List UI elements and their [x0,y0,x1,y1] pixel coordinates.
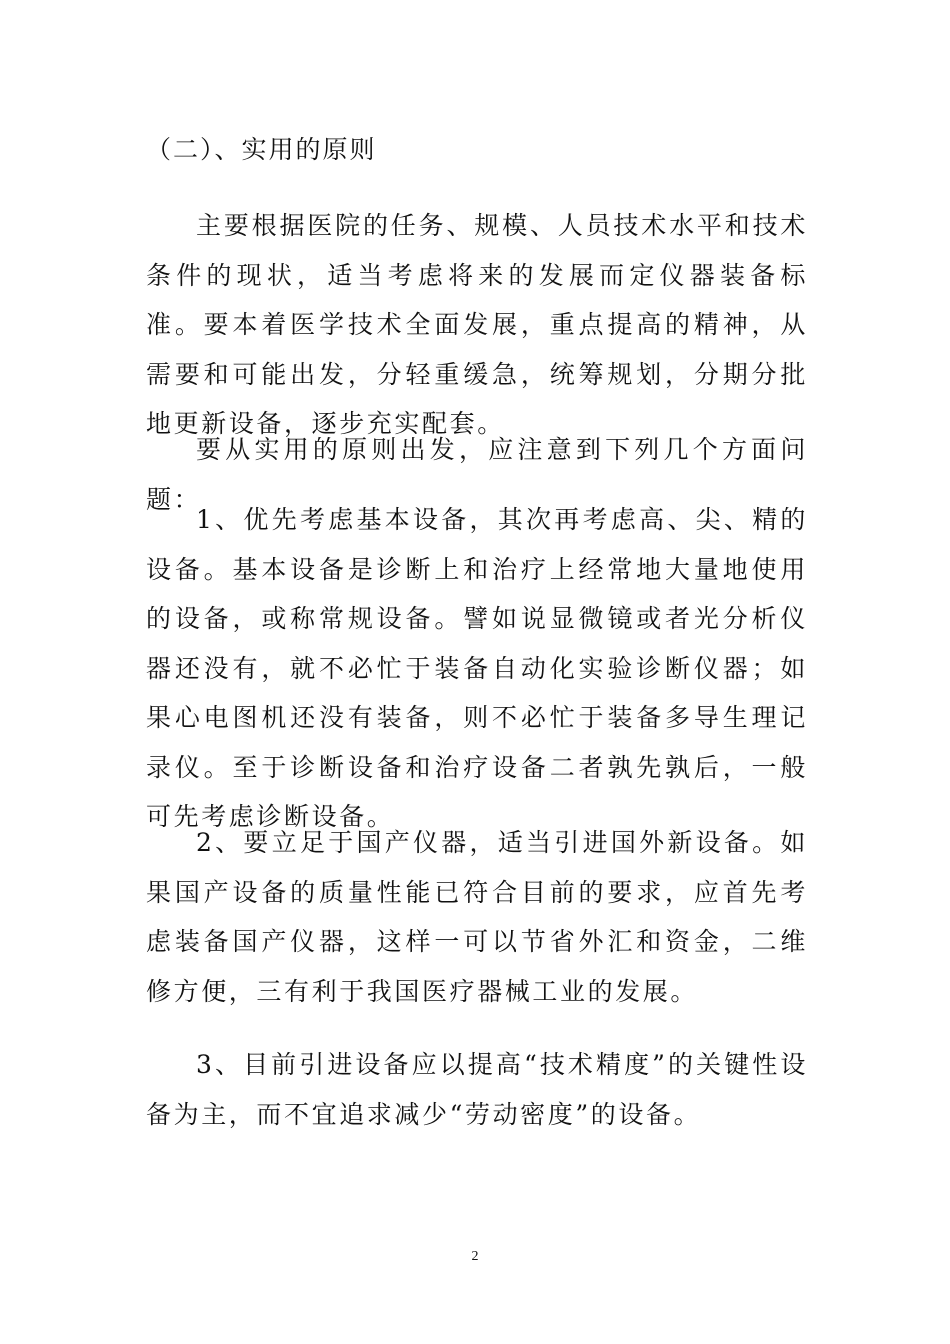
section-heading: （二）、实用的原则 [146,135,377,164]
paragraph-item-1: 1、优先考虑基本设备，其次再考虑高、尖、精的设备。基本设备是诊断上和治疗上经常地大量地使用的设备，或称常规设备。譬如说显微镜或者光分析仪器还没有，就不必忙于装备自动化实验诊断仪器；如果心电图机还没有装备，则不必忙于装备多导生理记录仪。至于诊断设备和治疗设备二者孰先孰后，一般可先考虑诊断设备。 [146,505,808,831]
paragraph-lead: 要从实用的原则出发，应注意到下列几个方面问题： [146,435,808,514]
paragraph-intro: 主要根据医院的任务、规模、人员技术水平和技术条件的现状，适当考虑将来的发展而定仪器装备标准。要本着医学技术全面发展，重点提高的精神，从需要和可能出发，分轻重缓急，统筹规划，分期分批地更新设备，逐步充实配套。 [146,211,808,438]
page-number: 2 [471,1249,479,1264]
paragraph-item-3: 3、目前引进设备应以提高“技术精度”的关键性设备为主，而不宜追求减少“劳动密度”的设备。 [146,1050,808,1129]
paragraph-item-2: 2、要立足于国产仪器，适当引进国外新设备。如果国产设备的质量性能已符合目前的要求，应首先考虑装备国产仪器，这样一可以节省外汇和资金，二维修方便，三有利于我国医疗器械工业的发展。 [146,828,808,1006]
